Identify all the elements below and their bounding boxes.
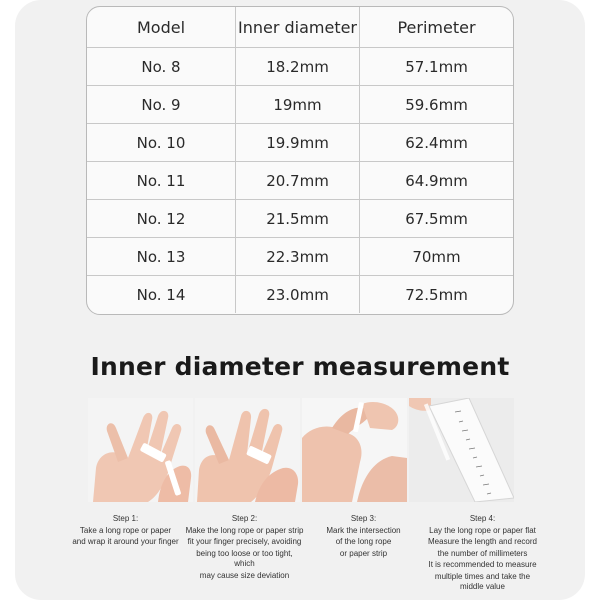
step-line: being too loose or too tight, which bbox=[196, 548, 293, 568]
cell-inner-diameter: 19.9mm bbox=[235, 124, 359, 161]
cell-inner-diameter: 19mm bbox=[235, 86, 359, 123]
step-line: of the long rope bbox=[335, 537, 392, 546]
cell-model: No. 8 bbox=[141, 57, 181, 76]
cell-model: No. 14 bbox=[136, 285, 186, 304]
cell-model: No. 11 bbox=[136, 171, 186, 190]
step-1-photo bbox=[88, 398, 193, 502]
step-line: and wrap it around your finger bbox=[72, 537, 179, 546]
steps-list bbox=[66, 514, 542, 594]
table-row bbox=[87, 85, 513, 123]
step-3-text bbox=[304, 514, 423, 594]
cell-model: No. 13 bbox=[136, 247, 186, 266]
step-line: It is recommended to measure bbox=[428, 560, 537, 569]
cell-inner-diameter: 21.5mm bbox=[235, 200, 359, 237]
table-row bbox=[87, 237, 513, 275]
table-header-row bbox=[87, 7, 513, 47]
step-title: Step 3: bbox=[350, 514, 377, 523]
step-line: Take a long rope or paper bbox=[79, 525, 172, 535]
step-4-text bbox=[423, 514, 542, 594]
cell-perimeter: 72.5mm bbox=[359, 276, 513, 313]
step-line: Measure the length and record bbox=[428, 537, 537, 546]
step-line: the number of millimeters bbox=[437, 548, 528, 558]
cell-perimeter: 67.5mm bbox=[359, 200, 513, 237]
table-row bbox=[87, 47, 513, 85]
cell-perimeter: 70mm bbox=[359, 238, 513, 275]
header-inner-diameter: Inner diameter bbox=[235, 7, 359, 47]
section-heading: Inner diameter measurement bbox=[90, 352, 510, 381]
table-row bbox=[87, 199, 513, 237]
cell-perimeter: 64.9mm bbox=[359, 162, 513, 199]
step-line: fit your finger precisely, avoiding bbox=[187, 537, 302, 546]
step-photos bbox=[88, 398, 514, 502]
step-1-text bbox=[66, 514, 185, 594]
cell-perimeter: 62.4mm bbox=[359, 124, 513, 161]
step-2-text bbox=[185, 514, 304, 594]
cell-model: No. 10 bbox=[136, 133, 186, 152]
step-line: Make the long rope or paper strip bbox=[185, 525, 304, 535]
cell-inner-diameter: 23.0mm bbox=[235, 276, 359, 313]
table-row bbox=[87, 123, 513, 161]
step-line: multiple times and take the middle value bbox=[434, 571, 531, 591]
cell-perimeter: 59.6mm bbox=[359, 86, 513, 123]
step-line: may cause size deviation bbox=[199, 570, 290, 580]
step-title: Step 2: bbox=[231, 514, 258, 523]
step-3-photo bbox=[302, 398, 407, 502]
step-line: Lay the long rope or paper flat bbox=[429, 525, 536, 535]
cell-model: No. 9 bbox=[141, 95, 181, 114]
cell-inner-diameter: 20.7mm bbox=[235, 162, 359, 199]
header-perimeter: Perimeter bbox=[359, 7, 513, 47]
step-2-photo bbox=[195, 398, 300, 502]
cell-model: No. 12 bbox=[136, 209, 186, 228]
table-row bbox=[87, 161, 513, 199]
table-row bbox=[87, 275, 513, 313]
step-title: Step 1: bbox=[112, 514, 139, 523]
step-line: or paper strip bbox=[339, 548, 388, 558]
step-line: Mark the intersection bbox=[326, 525, 401, 535]
step-title: Step 4: bbox=[469, 514, 496, 523]
header-model: Model bbox=[136, 17, 186, 37]
size-table bbox=[86, 6, 514, 315]
step-4-photo bbox=[409, 398, 514, 502]
cell-inner-diameter: 18.2mm bbox=[235, 48, 359, 85]
cell-inner-diameter: 22.3mm bbox=[235, 238, 359, 275]
cell-perimeter: 57.1mm bbox=[359, 48, 513, 85]
